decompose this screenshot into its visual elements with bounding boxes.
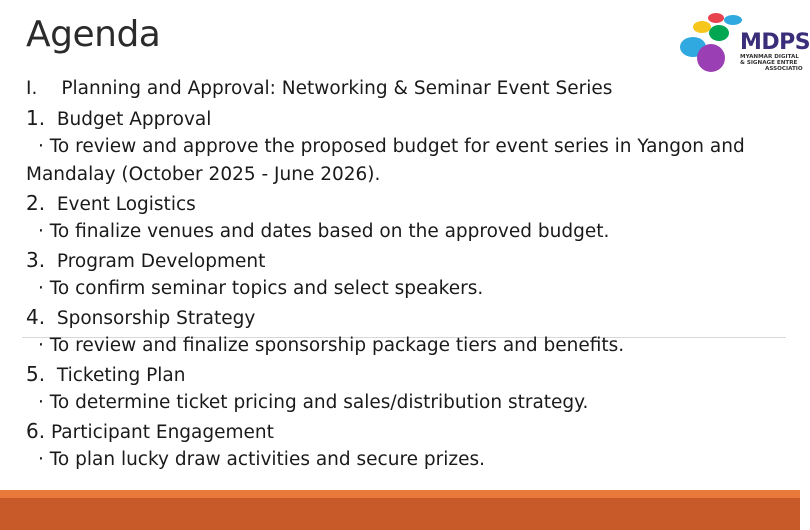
section-numeral: I. bbox=[26, 78, 38, 99]
item-4-detail: · To review and finalize sponsorship package tiers and benefits. bbox=[38, 335, 625, 356]
item-2-detail: · To finalize venues and dates based on the approved budget. bbox=[38, 221, 610, 242]
item-1-detail-cont: Mandalay (October 2025 - June 2026). bbox=[26, 164, 381, 185]
item-number: 2. bbox=[26, 191, 46, 215]
item-1-detail: · To review and approve the proposed budget for event series in Yangon and bbox=[38, 136, 745, 157]
item-number: 5. bbox=[26, 362, 46, 386]
item-title: Event Logistics bbox=[56, 194, 196, 215]
agenda-item-3 bbox=[26, 249, 265, 273]
item-number: 3. bbox=[26, 248, 46, 272]
logo-dot-purple bbox=[697, 44, 725, 72]
logo-sub-3: ASSOCIATIO bbox=[765, 66, 803, 72]
logo-sub-1: MYANMAR DIGITAL bbox=[740, 54, 799, 60]
agenda-item-2 bbox=[26, 192, 196, 216]
logo-dot-red bbox=[708, 13, 724, 23]
item-title: Budget Approval bbox=[56, 109, 212, 130]
logo-dot-yellow bbox=[693, 21, 711, 33]
footer-bar-accent bbox=[0, 490, 800, 498]
item-3-detail: · To confirm seminar topics and select speakers. bbox=[38, 278, 484, 299]
agenda-item-4 bbox=[26, 306, 255, 330]
item-number: 1. bbox=[26, 106, 46, 130]
item-6-detail: · To plan lucky draw activities and secure prizes. bbox=[38, 449, 486, 470]
item-number: 4. bbox=[26, 305, 46, 329]
item-title: Program Development bbox=[56, 251, 266, 272]
section-heading bbox=[26, 78, 612, 100]
item-5-detail: · To determine ticket pricing and sales/distribution strategy. bbox=[38, 392, 589, 413]
item-number: 6. bbox=[26, 419, 46, 443]
item-title: Participant Engagement bbox=[50, 422, 274, 443]
page-title: Agenda bbox=[26, 14, 161, 55]
logo-sub-2: & SIGNAGE ENTRE bbox=[740, 60, 798, 66]
item-title: Ticketing Plan bbox=[56, 365, 186, 386]
logo-dot-green bbox=[709, 25, 729, 41]
logo-name: MDPS bbox=[740, 30, 810, 55]
section-title: Planning and Approval: Networking & Seminar Event Series bbox=[61, 78, 613, 99]
agenda-item-6 bbox=[26, 420, 274, 444]
footer-bar bbox=[0, 498, 800, 530]
item-title: Sponsorship Strategy bbox=[56, 308, 256, 329]
logo-dot-blue-small bbox=[724, 15, 742, 25]
agenda-item-1 bbox=[26, 107, 211, 131]
agenda-item-5 bbox=[26, 363, 185, 387]
